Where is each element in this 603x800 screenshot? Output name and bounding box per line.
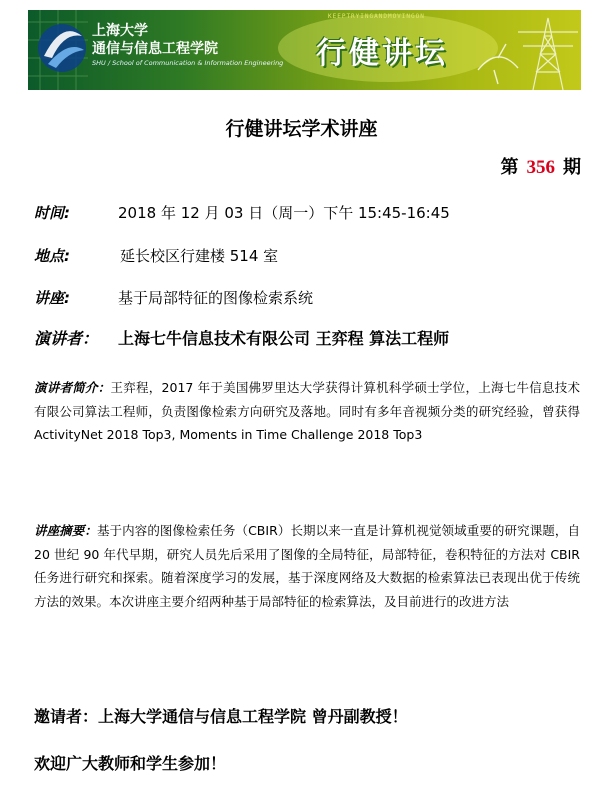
place-value: 延长校区行建楼 514 室 [120, 247, 279, 265]
school-name-english: SHU / School of Communication & Information Engineering [92, 59, 284, 67]
speaker-bio [34, 376, 580, 447]
speaker-label: 演讲者： [34, 329, 99, 348]
abstract-text: 基于内容的图像检索任务（CBIR）长期以来一直是计算机视觉领域重要的研究课题，自 20 世纪 90 年代早期，研究人员先后采用了图像的全局特征，局部特征，卷积特征的方法对 CBIR 任务进行研究和探索。随着深度学习的发展，基于深度网络及大数据的检索算法已表现出优于传统方法的效果。本次讲座主要介绍两种基于局部特征的检索算法，及目前进行的改进方法 [34, 523, 580, 609]
banner-tagline: KEEPTRYINGANDMOVINGON [328, 13, 425, 20]
issue-value: 356 [526, 157, 555, 178]
abstract-label: 讲座摘要： [34, 523, 97, 538]
issue-suffix: 期 [563, 157, 581, 178]
school-name-line1: 上海大学 [92, 23, 148, 39]
inviter-line: 邀请者：上海大学通信与信息工程学院 曾丹副教授！ [34, 707, 408, 726]
tower-icon [518, 18, 578, 90]
time-value: 2018 年 12 月 03 日（周一）下午 15:45-16:45 [118, 204, 450, 222]
brand-title: 行健讲坛 [316, 36, 448, 71]
lecture-title: 基于局部特征的图像检索系统 [118, 289, 314, 307]
time-label: 时间: [34, 204, 70, 222]
page-title: 行健讲坛学术讲座 [225, 118, 378, 140]
school-logo-icon [38, 24, 86, 72]
place-label: 地点: [34, 247, 70, 265]
welcome-line: 欢迎广大教师和学生参加！ [34, 754, 227, 773]
issue-number [501, 153, 582, 179]
issue-prefix: 第 [500, 157, 519, 178]
bio-text: 王弈程，2017 年于美国佛罗里达大学获得计算机科学硕士学位，上海七牛信息技术有限公司算法工程师，负责图像检索方向研究及落地。同时有多年音视频分类的研究经验，曾获得 ActivityNet 2018 Top3, Moments in Time Challenge 2018 Top3 [34, 380, 580, 442]
lecture-abstract [34, 519, 580, 613]
school-name-line2: 通信与信息工程学院 [92, 41, 218, 57]
lecture-label: 讲座: [34, 289, 70, 307]
speaker-value: 上海七牛信息技术有限公司 王弈程 算法工程师 [118, 329, 450, 348]
bio-label: 演讲者简介： [34, 380, 111, 395]
header-banner [28, 10, 581, 90]
